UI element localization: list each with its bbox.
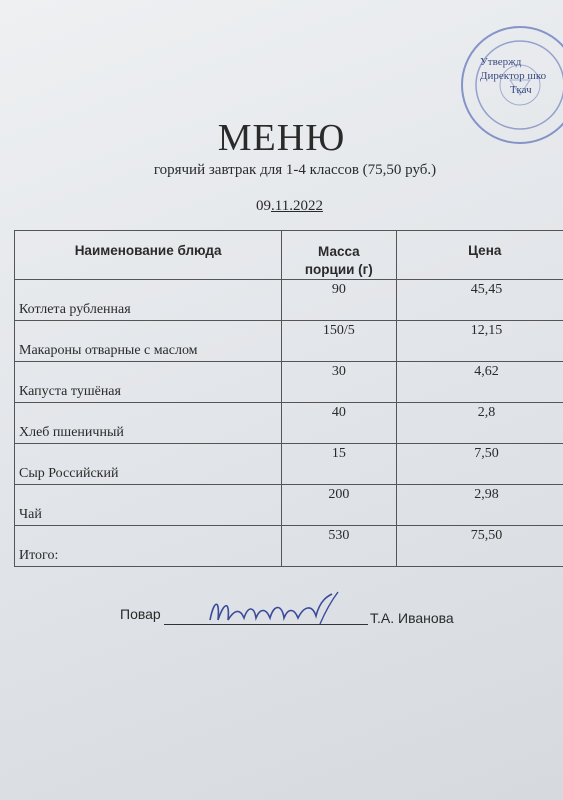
header-mass-line: Масса xyxy=(318,244,360,259)
dish-mass: 530 xyxy=(328,528,350,543)
dish-name-cell xyxy=(15,280,282,321)
table-row xyxy=(15,362,563,403)
cook-label: Повар xyxy=(120,606,161,622)
dish-name-cell xyxy=(15,362,282,403)
dish-mass-cell xyxy=(282,403,396,444)
dish-price: 4,62 xyxy=(474,364,499,379)
dish-price-cell xyxy=(396,526,563,567)
table-row xyxy=(15,485,563,526)
table-row xyxy=(15,321,563,362)
header-dish-name: Наименование блюда xyxy=(15,231,282,280)
dish-mass-cell xyxy=(282,321,396,362)
approval-block xyxy=(480,55,546,97)
dish-price: 45,45 xyxy=(470,282,503,297)
dish-price-cell xyxy=(396,403,563,444)
dish-mass-cell xyxy=(282,280,396,321)
dish-price-cell xyxy=(396,444,563,485)
dish-price: 12,15 xyxy=(470,323,503,338)
date-day: 09 xyxy=(256,198,271,214)
dish-mass-cell xyxy=(282,485,396,526)
approval-line: Директор шко xyxy=(480,70,547,82)
dish-mass-cell xyxy=(282,526,396,567)
menu-table xyxy=(14,230,563,567)
dish-name-cell xyxy=(15,444,282,485)
date-month-year: .11.2022 xyxy=(271,198,323,214)
dish-price-cell xyxy=(396,362,563,403)
dish-name-cell xyxy=(15,403,282,444)
dish-name: Сыр Российский xyxy=(19,466,119,481)
table-row xyxy=(15,444,563,485)
handwritten-signature xyxy=(200,590,350,630)
menu-date xyxy=(256,198,323,215)
dish-price-cell xyxy=(396,280,563,321)
dish-name: Макароны отварные с маслом xyxy=(19,343,198,358)
dish-mass: 90 xyxy=(331,282,346,297)
dish-mass-cell xyxy=(282,362,396,403)
dish-name-cell xyxy=(15,526,282,567)
dish-price: 7,50 xyxy=(474,446,499,461)
dish-price-cell xyxy=(396,321,563,362)
dish-mass: 40 xyxy=(331,405,346,420)
dish-mass: 150/5 xyxy=(322,323,355,338)
table-row xyxy=(15,280,563,321)
table-row xyxy=(15,403,563,444)
cook-name: Т.А. Иванова xyxy=(370,610,454,626)
table-header-row xyxy=(15,231,563,280)
page-subtitle: горячий завтрак для 1-4 классов (75,50 руб.) xyxy=(153,162,437,178)
header-mass xyxy=(282,231,396,280)
dish-price-cell xyxy=(396,485,563,526)
dish-price: 2,8 xyxy=(477,405,496,420)
approval-line: Утвержд xyxy=(480,56,522,68)
table-row xyxy=(15,526,563,567)
dish-name: Капуста тушёная xyxy=(19,384,121,399)
dish-mass: 200 xyxy=(328,487,350,502)
dish-price: 75,50 xyxy=(470,528,503,543)
page-title: МЕНЮ xyxy=(217,117,346,159)
dish-mass: 30 xyxy=(331,364,346,379)
dish-price: 2,98 xyxy=(474,487,499,502)
dish-name: Хлеб пшеничный xyxy=(19,425,124,440)
dish-mass-cell xyxy=(282,444,396,485)
dish-name-cell xyxy=(15,321,282,362)
dish-name: Чай xyxy=(19,507,42,522)
approval-line: Ткач xyxy=(510,84,532,96)
dish-name: Котлета рубленная xyxy=(19,302,131,317)
dish-name-cell xyxy=(15,485,282,526)
dish-name: Итого: xyxy=(19,548,59,563)
header-price: Цена xyxy=(396,231,563,280)
header-mass-line: порции (г) xyxy=(304,262,373,277)
dish-mass: 15 xyxy=(331,446,346,461)
